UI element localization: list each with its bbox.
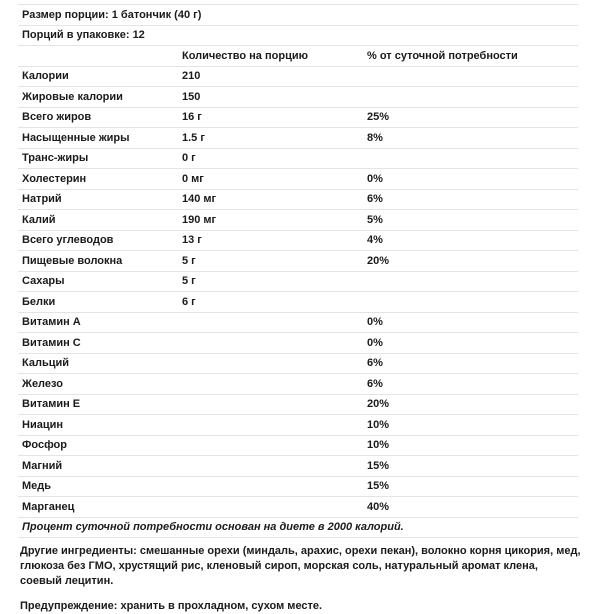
daily-value: 6% [367,377,383,390]
table-row [18,272,578,293]
table-row [18,149,578,170]
daily-value: 6% [367,357,383,370]
nutrient-label: Витамин Е [22,398,81,411]
daily-value: 4% [367,234,383,247]
daily-value: 25% [367,111,390,124]
nutrient-label: Магний [22,459,63,472]
nutrient-label: Железо [22,377,63,390]
table-row [18,190,578,211]
daily-value: 5% [367,213,383,226]
table-row [18,292,578,313]
nutrient-label: Всего углеводов [22,234,114,247]
daily-value: 20% [367,254,390,267]
nutrient-label: Калий [22,213,56,226]
nutrient-label: Насыщенные жиры [22,131,130,144]
nutrient-label: Белки [22,295,56,308]
amount-value: 5 г [182,254,196,267]
nutrient-label: Калории [22,70,69,83]
daily-value: 0% [367,336,383,349]
nutrient-label: Кальций [22,357,70,370]
daily-value: 15% [367,459,390,472]
footnote-row [18,518,578,539]
daily-value: 20% [367,398,390,411]
amount-value: 150 [182,90,201,103]
nutrition-rows [18,67,578,518]
table-row [18,415,578,436]
nutrient-label: Сахары [22,275,65,288]
serving-size-text: Размер порции: 1 батончик (40 г) [22,8,202,21]
table-row [18,456,578,477]
amount-value: 5 г [182,275,196,288]
nutrient-label: Жировые калории [22,90,123,103]
table-row [18,436,578,457]
daily-value: 10% [367,439,390,452]
footer-notes [20,544,582,614]
nutrient-label: Витамин С [22,336,81,349]
daily-value: 6% [367,193,383,206]
table-row [18,395,578,416]
daily-value: 15% [367,480,390,493]
nutrient-label: Марганец [22,500,75,513]
table-row [18,169,578,190]
table-row [18,251,578,272]
column-header-row [18,46,578,67]
nutrient-label: Транс-жиры [22,152,89,165]
daily-value: 40% [367,500,390,513]
amount-value: 6 г [182,295,196,308]
servings-per-container-row [18,26,578,47]
table-row [18,313,578,334]
table-row [18,231,578,252]
daily-value-column-header: % от суточной потребности [367,49,518,62]
nutrition-facts-table [18,4,578,538]
amount-column-header: Количество на порцию [182,49,308,62]
daily-value: 10% [367,418,390,431]
amount-value: 190 мг [182,213,217,226]
table-row [18,333,578,354]
amount-value: 140 мг [182,193,217,206]
other-ingredients-text: Другие ингредиенты: смешанные орехи (миндаль, арахис, орехи пекан), волокно корня цикория, мед, глюкоза без ГМО, хрустящий рис, кленовый сироп, морская соль, натуральный аромат клена, соевый лецитин. [20,545,581,587]
nutrient-label: Всего жиров [22,111,92,124]
daily-value: 8% [367,131,383,144]
amount-value: 0 мг [182,172,204,185]
nutrient-label: Витамин А [22,316,81,329]
daily-value: 0% [367,316,383,329]
daily-value: 0% [367,172,383,185]
table-row [18,108,578,129]
amount-value: 13 г [182,234,202,247]
table-row [18,477,578,498]
daily-value-footnote: Процент суточной потребности основан на диете в 2000 калорий. [22,521,404,534]
amount-value: 16 г [182,111,202,124]
table-row [18,87,578,108]
nutrient-label: Пищевые волокна [22,254,123,267]
table-row [18,497,578,518]
nutrient-label: Холестерин [22,172,87,185]
servings-per-container-text: Порций в упаковке: 12 [22,29,145,42]
table-row [18,67,578,88]
nutrient-label: Медь [22,480,52,493]
amount-value: 1.5 г [182,131,205,144]
nutrient-label: Ниацин [22,418,63,431]
table-row [18,354,578,375]
amount-value: 210 [182,70,201,83]
nutrient-label: Фосфор [22,439,67,452]
warning-text: Предупреждение: хранить в прохладном, сухом месте. [20,600,323,612]
nutrient-label: Натрий [22,193,62,206]
table-row [18,210,578,231]
amount-value: 0 г [182,152,196,165]
table-row [18,374,578,395]
table-row [18,128,578,149]
serving-size-row [18,5,578,26]
